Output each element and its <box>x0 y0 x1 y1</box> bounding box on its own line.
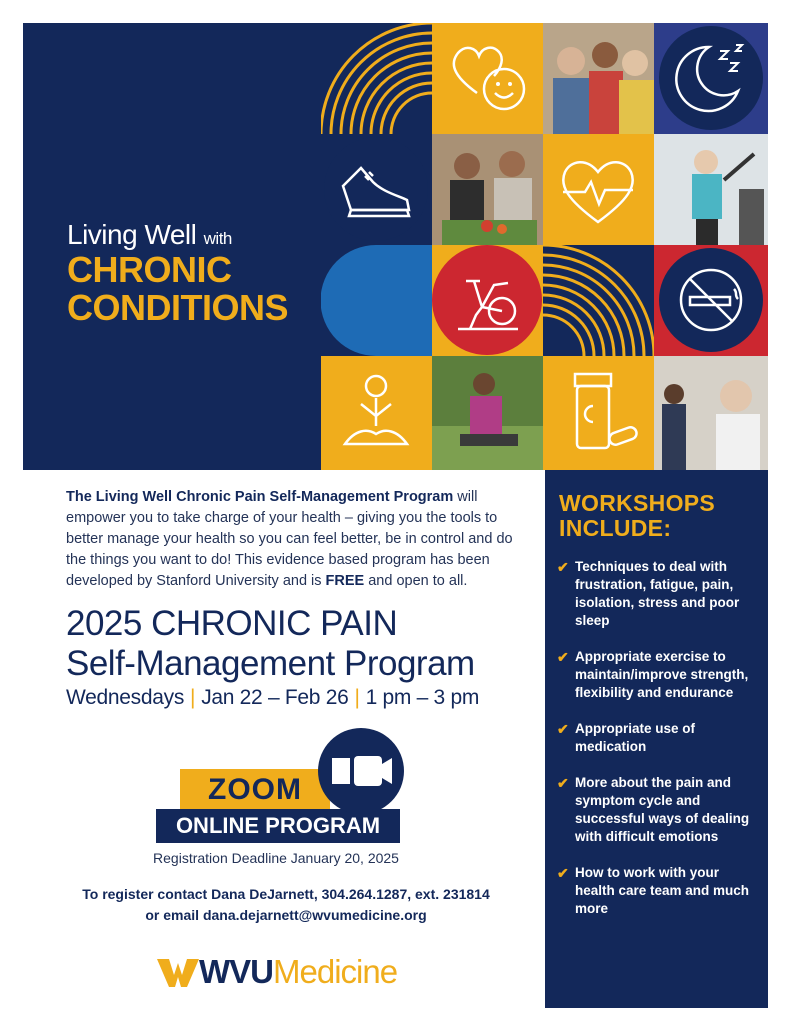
photo-outdoor-yoga <box>432 356 543 470</box>
schedule-time: 1 pm – 3 pm <box>365 686 480 709</box>
heart-smile-tile <box>432 23 543 134</box>
intro-free: FREE <box>325 573 365 589</box>
photo-elliptical-exercise <box>654 134 768 245</box>
group-photo-icon <box>543 23 654 134</box>
arcs-tile-2 <box>543 245 654 356</box>
blue-half-circle-tile <box>321 245 432 356</box>
checkmark-icon: ✔ <box>557 865 569 881</box>
half-circle-decoration-icon <box>321 245 432 356</box>
no-smoking-icon <box>654 245 768 356</box>
contact-phone-line: To register contact Dana DeJarnett, 304.264.1287, ext. 231814 <box>82 886 490 902</box>
exercise-photo-icon <box>654 134 768 245</box>
online-program-label: ONLINE PROGRAM <box>156 809 400 843</box>
pill-bottle-icon <box>543 356 654 470</box>
workshops-list <box>557 558 762 936</box>
no-smoking-tile <box>654 245 768 356</box>
sleep-tile <box>654 23 768 134</box>
registration-deadline: Registration Deadline January 20, 2025 <box>153 850 399 866</box>
heart-smile-icon <box>432 23 543 134</box>
heartbeat-icon <box>543 134 654 245</box>
workshops-sidebar <box>545 470 768 1008</box>
photo-cooking-couple <box>432 134 543 245</box>
schedule-dates: Jan 22 – Feb 26 <box>201 686 349 709</box>
intro-text-1: will empower you to take charge of your health – giving you the tools to better manage your health so you can feel better, be in control and do the things you want to do! This evidence based program has been developed by Stanford University and is <box>66 489 513 589</box>
cooking-photo-icon <box>432 134 543 245</box>
video-camera-icon <box>318 728 404 814</box>
intro-text-2: and open to all. <box>364 573 468 589</box>
arcs-decoration-icon <box>321 23 432 134</box>
title-with: with <box>203 229 232 248</box>
zoom-label: ZOOM <box>180 769 330 809</box>
intro-paragraph <box>66 487 526 592</box>
checkmark-icon: ✔ <box>557 775 569 791</box>
bike-tile <box>432 245 543 356</box>
workshop-item: ✔ More about the pain and symptom cycle and successful ways of dealing with difficult emotions <box>557 775 750 844</box>
program-title-line1: 2025 CHRONIC PAIN <box>66 604 398 643</box>
workshop-item: ✔ Appropriate use of medication <box>557 721 696 754</box>
program-schedule <box>66 686 479 710</box>
workshop-item: ✔ Appropriate exercise to maintain/improve strength, flexibility and endurance <box>557 649 749 700</box>
workshops-heading: WORKSHOPS INCLUDE: <box>559 490 716 541</box>
title-conditions: CONDITIONS <box>67 287 289 328</box>
flying-wv-icon <box>157 955 199 989</box>
photo-support-group <box>654 356 768 470</box>
arcs-tile <box>321 23 432 134</box>
contact-info <box>66 884 506 926</box>
contact-email-line: or email dana.dejarnett@wvumedicine.org <box>145 907 427 923</box>
meditation-tile <box>321 356 432 470</box>
checkmark-icon: ✔ <box>557 649 569 665</box>
wvu-medicine-logo <box>157 952 397 992</box>
medication-tile <box>543 356 654 470</box>
photo-group-seniors <box>543 23 654 134</box>
title-chronic: CHRONIC <box>67 249 232 290</box>
title-living-well: Living Well <box>67 219 197 250</box>
hero-banner <box>23 23 768 470</box>
logo-medicine: Medicine <box>273 953 398 990</box>
moon-sleep-icon <box>654 23 768 134</box>
schedule-day: Wednesdays <box>66 686 185 709</box>
support-group-photo-icon <box>654 356 768 470</box>
workshop-item: ✔ How to work with your health care team and much more <box>557 865 750 916</box>
intro-program-name: The Living Well Chronic Pain Self-Management Program <box>66 489 454 505</box>
schedule-separator: | <box>190 686 196 709</box>
checkmark-icon: ✔ <box>557 721 569 737</box>
meditation-icon <box>321 356 432 470</box>
banner-title <box>67 219 288 327</box>
logo-wvu: WVU <box>199 953 273 990</box>
shoe-tile <box>321 134 432 245</box>
yoga-photo-icon <box>432 356 543 470</box>
checkmark-icon: ✔ <box>557 559 569 575</box>
arcs-decoration-icon-2 <box>543 245 654 356</box>
program-title-line2: Self-Management Program <box>66 644 475 683</box>
zoom-badge <box>156 728 416 846</box>
program-title <box>66 604 536 684</box>
sneaker-icon <box>321 134 432 245</box>
exercise-bike-icon <box>432 245 543 356</box>
heartbeat-tile <box>543 134 654 245</box>
schedule-separator-2: | <box>354 686 360 709</box>
workshop-item: ✔ Techniques to deal with frustration, fatigue, pain, isolation, stress and poor sleep <box>557 559 740 628</box>
